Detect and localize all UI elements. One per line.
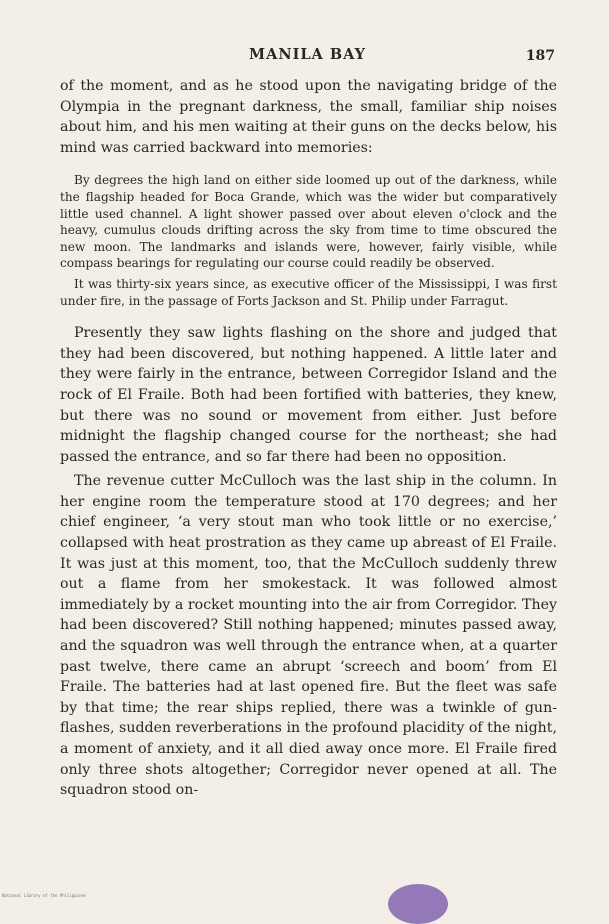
paragraph: Presently they saw lights flashing on the shore and judged that they had been discovered, but nothing happened. A little later and they were fairly in the entrance, between Corregidor Island and the rock of El Fraile. Both had been fortified with batteries, they knew, but there was no sound or movement from either. Just before midnight the flagship changed course for the northeast; she had passed the entrance, and so far there had been no opposition. [60,325,557,465]
paragraph-opening: of the moment, and as he stood upon the navigating bridge of the Olympia in the pregnant darkness, the small, familiar ship noises about him, and his men waiting at their guns on the decks below, his mind was carried backward into memories: [60,78,557,156]
scan-footer-note: National Library of the Philippines [2,893,87,898]
scan-artifact [388,884,448,924]
page-header [60,46,555,70]
body-text [60,76,557,801]
block-quote-paragraph: It was thirty-six years since, as executive officer of the Mississippi, I was first under fire, in the passage of Forts Jackson and St. Philip under Farragut. [60,276,557,308]
page-number: 187 [525,48,555,64]
paragraph: The revenue cutter McCulloch was the last ship in the column. In her engine room the temperature stood at 170 degrees; and her chief engineer, ‘a very stout man who took little or no exercise,’ collapsed with heat prostration as they came up abreast of El Fraile. It was just at this moment, too, that the McCulloch suddenly threw out a flame from her smokestack. It was followed almost immediately by a rocket mounting into the air from Corregidor. They had been discovered? Still nothing happened; minutes passed away, and the squadron was well through the entrance when, at a quarter past twelve, there came an abrupt ‘screech and boom’ from El Fraile. The batteries had at last opened fire. But the fleet was safe by that time; the rear ships replied, there was a twinkle of gun-flashes, sudden reverberations in the profound placidity of the night, a moment of anxiety, and it all died away once more. El Fraile fired only three shots altogether; Corregidor never opened at all. The squadron stood on- [60,473,558,799]
running-head: MANILA BAY [249,46,366,63]
block-quote-paragraph: By degrees the high land on either side loomed up out of the darkness, while the flagship headed for Boca Grande, which was the wider but comparatively little used channel. A light shower passed over about eleven o'clock and the heavy, cumulus clouds drifting across the sky from time to time obscured the new moon. The landmarks and islands were, however, fairly visible, while compass bearings for regulating our course could readily be observed. [60,173,557,271]
